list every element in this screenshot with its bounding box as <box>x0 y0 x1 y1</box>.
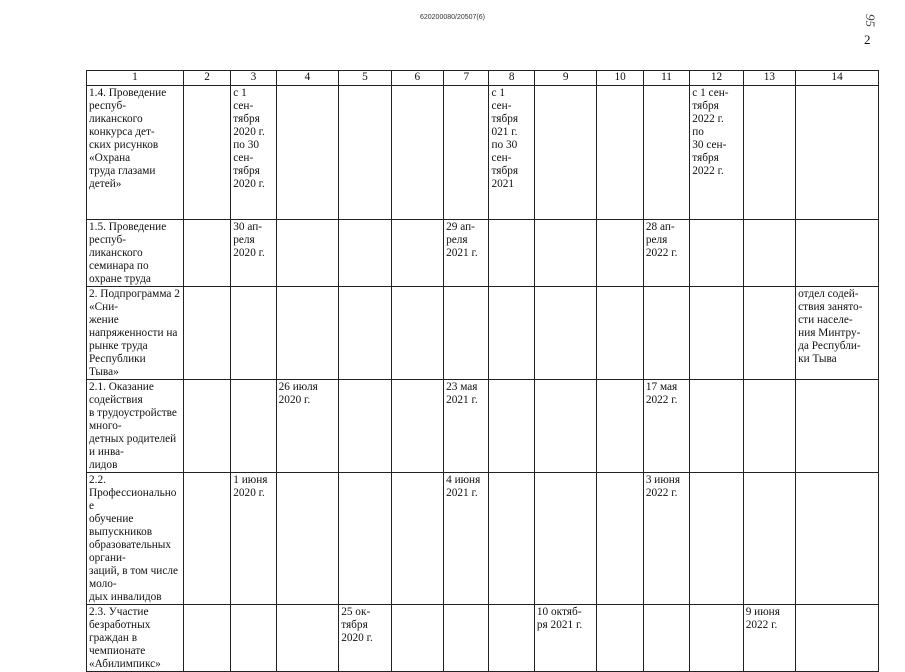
column-header: 13 <box>743 71 795 86</box>
table-cell <box>796 473 879 605</box>
table-cell <box>597 473 643 605</box>
table-cell <box>339 287 391 380</box>
table-cell <box>276 86 339 220</box>
table-cell <box>183 473 230 605</box>
table-cell: 1 июня 2020 г. <box>231 473 276 605</box>
table-cell <box>534 287 597 380</box>
table-cell <box>690 287 743 380</box>
table-cell <box>597 287 643 380</box>
activity-cell: 2. Подпрограмма 2 «Сни- жение напряженности на рынке труда Республики Тыва» <box>87 287 184 380</box>
table-cell <box>796 605 879 672</box>
table-cell: 23 мая 2021 г. <box>444 380 489 473</box>
header-row <box>87 71 879 86</box>
table-cell <box>796 380 879 473</box>
table-cell <box>743 287 795 380</box>
table-cell <box>231 287 276 380</box>
table-cell <box>276 605 339 672</box>
table-cell <box>643 86 689 220</box>
table-row <box>87 380 879 473</box>
table-cell <box>597 605 643 672</box>
table-cell: 26 июля 2020 г. <box>276 380 339 473</box>
table-cell <box>796 220 879 287</box>
table-cell <box>183 287 230 380</box>
table-cell <box>489 380 534 473</box>
column-header: 1 <box>87 71 184 86</box>
table-row <box>87 605 879 672</box>
table-cell <box>743 86 795 220</box>
column-header: 6 <box>391 71 443 86</box>
table-cell <box>743 473 795 605</box>
table-cell: 9 июня 2022 г. <box>743 605 795 672</box>
table-cell: отдел содей- ствия занято- сти населе- ния Минтру- да Республи- ки Тыва <box>796 287 879 380</box>
table-cell: с 1 сен- тября 2022 г. по 30 сен- тября 2022 г. <box>690 86 743 220</box>
document-code: 620200080/20507(6) <box>419 14 485 21</box>
column-header: 10 <box>597 71 643 86</box>
table-cell <box>183 220 230 287</box>
column-header: 3 <box>231 71 276 86</box>
table-cell <box>183 380 230 473</box>
table-cell <box>597 380 643 473</box>
table-cell <box>339 380 391 473</box>
table-cell <box>534 473 597 605</box>
table-cell <box>339 220 391 287</box>
table-cell <box>444 287 489 380</box>
table-row <box>87 220 879 287</box>
table-cell <box>231 380 276 473</box>
activity-cell: 2.1. Оказание содействия в трудоустройстве много- детных родителей и инва- лидов <box>87 380 184 473</box>
table-cell <box>597 220 643 287</box>
table-cell <box>339 86 391 220</box>
table-cell <box>534 86 597 220</box>
table-cell <box>690 380 743 473</box>
table-cell <box>391 220 443 287</box>
table-cell <box>743 220 795 287</box>
table-cell <box>444 605 489 672</box>
column-header: 14 <box>796 71 879 86</box>
table-cell <box>534 220 597 287</box>
table-cell <box>444 86 489 220</box>
column-header: 2 <box>183 71 230 86</box>
schedule-table <box>86 70 879 672</box>
page-number: 2 <box>864 32 871 47</box>
activity-cell: 1.4. Проведение респуб- ликанского конкурса дет- ских рисунков «Охрана труда глазами детей» <box>87 86 184 220</box>
table-cell <box>183 605 230 672</box>
activity-cell: 1.5. Проведение респуб- ликанского семинара по охране труда <box>87 220 184 287</box>
table-cell <box>183 86 230 220</box>
column-header: 9 <box>534 71 597 86</box>
table-cell: 10 октяб- ря 2021 г. <box>534 605 597 672</box>
column-header: 7 <box>444 71 489 86</box>
table-cell: с 1 сен- тября 021 г. по 30 сен- тября 2021 <box>489 86 534 220</box>
table-cell <box>690 605 743 672</box>
table-cell <box>690 473 743 605</box>
table-cell <box>391 86 443 220</box>
table-cell <box>231 605 276 672</box>
table-row <box>87 287 879 380</box>
table-cell <box>796 86 879 220</box>
table-cell <box>597 86 643 220</box>
table-cell: 17 мая 2022 г. <box>643 380 689 473</box>
table-cell: 30 ап- реля 2020 г. <box>231 220 276 287</box>
margin-note: 95 <box>863 14 878 27</box>
activity-cell: 2.3. Участие безработных граждан в чемпионате «Абилимпикс» <box>87 605 184 672</box>
column-header: 8 <box>489 71 534 86</box>
table-cell <box>391 605 443 672</box>
activity-cell: 2.2. Профессиональное обучение выпускников образовательных органи- заций, в том числе моло- дых инвалидов <box>87 473 184 605</box>
table-cell <box>489 473 534 605</box>
column-header: 12 <box>690 71 743 86</box>
table-cell <box>489 220 534 287</box>
table-cell: 3 июня 2022 г. <box>643 473 689 605</box>
table-cell: 28 ап- реля 2022 г. <box>643 220 689 287</box>
table-cell: с 1 сен- тября 2020 г. по 30 сен- тября 2020 г. <box>231 86 276 220</box>
table-row <box>87 473 879 605</box>
table-row <box>87 86 879 220</box>
table-cell: 25 ок- тября 2020 г. <box>339 605 391 672</box>
column-header: 5 <box>339 71 391 86</box>
table-cell <box>743 380 795 473</box>
table-cell <box>534 380 597 473</box>
table-cell <box>489 287 534 380</box>
table-cell <box>643 287 689 380</box>
table-cell <box>276 220 339 287</box>
table-cell <box>276 473 339 605</box>
table-cell <box>339 473 391 605</box>
table-cell <box>391 287 443 380</box>
table-cell: 29 ап- реля 2021 г. <box>444 220 489 287</box>
table-cell: 4 июня 2021 г. <box>444 473 489 605</box>
table-cell <box>391 380 443 473</box>
table-cell <box>391 473 443 605</box>
table-cell <box>276 287 339 380</box>
table-cell <box>489 605 534 672</box>
column-header: 4 <box>276 71 339 86</box>
table-cell <box>690 220 743 287</box>
column-header: 11 <box>643 71 689 86</box>
table-cell <box>643 605 689 672</box>
